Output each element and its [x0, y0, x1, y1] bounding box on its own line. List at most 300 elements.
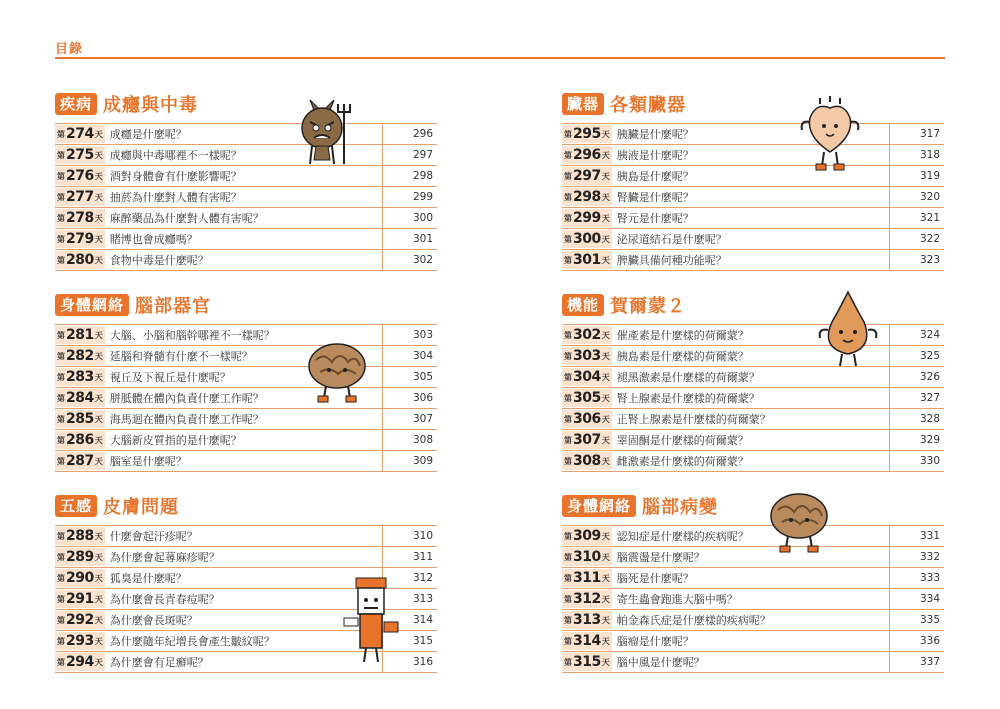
day-prefix: 第 [564, 552, 572, 562]
day-prefix: 第 [564, 351, 572, 361]
page-number: 311 [382, 547, 437, 567]
page-number: 336 [889, 631, 944, 651]
page-number: 312 [382, 568, 437, 588]
day-suffix: 天 [94, 657, 103, 667]
toc-section [562, 92, 944, 271]
section-header [562, 494, 944, 518]
day-label [562, 548, 612, 566]
toc-entry[interactable] [55, 346, 437, 367]
entry-list [562, 525, 944, 673]
day-number: 296 [573, 147, 601, 163]
toc-entry[interactable] [55, 525, 437, 547]
category-badge: 身體網絡 [55, 294, 129, 316]
entry-question: 腦震盪是什麼呢？ [616, 551, 705, 564]
devil-icon [296, 98, 358, 170]
day-label [55, 167, 105, 185]
day-suffix: 天 [94, 129, 103, 139]
page-number: 301 [382, 229, 437, 249]
page-number: 327 [889, 388, 944, 408]
day-number: 304 [573, 369, 601, 385]
entry-question: 為什麼會起蕁麻疹呢？ [109, 551, 220, 564]
day-label [562, 368, 612, 386]
toc-entry[interactable] [55, 229, 437, 250]
day-label [562, 653, 612, 671]
brain-icon [304, 340, 370, 406]
page-number: 314 [382, 610, 437, 630]
day-label [562, 590, 612, 608]
day-prefix: 第 [564, 129, 572, 139]
toc-entry[interactable] [562, 547, 944, 568]
entry-question: 胰臟是什麼呢？ [616, 128, 694, 141]
page-number: 324 [889, 325, 944, 345]
day-number: 281 [66, 327, 94, 343]
entry-question: 認知症是什麼樣的疾病呢？ [616, 530, 749, 543]
toc-entry[interactable] [562, 145, 944, 166]
day-number: 306 [573, 411, 601, 427]
page-number: 309 [382, 451, 437, 471]
entry-question: 催產素是什麼樣的荷爾蒙？ [616, 329, 749, 342]
day-label [562, 188, 612, 206]
toc-entry[interactable] [562, 409, 944, 430]
day-number: 297 [573, 168, 601, 184]
day-number: 309 [573, 528, 601, 544]
day-label [55, 146, 105, 164]
entry-question: 正腎上腺素是什麼樣的荷爾蒙？ [616, 413, 771, 426]
day-prefix: 第 [564, 636, 572, 646]
day-suffix: 天 [94, 171, 103, 181]
drop-icon [814, 288, 880, 372]
toc-entry[interactable] [55, 123, 437, 145]
page-number: 307 [382, 409, 437, 429]
day-label [562, 431, 612, 449]
day-number: 286 [66, 432, 94, 448]
day-label [55, 527, 105, 545]
page-number: 304 [382, 346, 437, 366]
entry-question: 泌尿道結石是什麼呢？ [616, 233, 727, 246]
toc-entry[interactable] [562, 324, 944, 346]
day-suffix: 天 [601, 435, 610, 445]
category-badge: 身體網絡 [562, 495, 636, 517]
day-suffix: 天 [94, 531, 103, 541]
page-number: 319 [889, 166, 944, 186]
day-prefix: 第 [564, 393, 572, 403]
day-number: 314 [573, 633, 601, 649]
day-prefix: 第 [57, 636, 65, 646]
day-prefix: 第 [57, 414, 65, 424]
entry-question: 胰液是什麼呢？ [616, 149, 694, 162]
entry-question: 延腦和脊髓有什麼不一樣呢？ [109, 350, 253, 363]
day-number: 277 [66, 189, 94, 205]
day-prefix: 第 [57, 615, 65, 625]
category-badge: 疾病 [55, 93, 97, 115]
page-number: 303 [382, 325, 437, 345]
category-badge: 機能 [562, 294, 604, 316]
entry-question: 腎元是什麼呢？ [616, 212, 694, 225]
day-label [562, 167, 612, 185]
day-label [55, 590, 105, 608]
toc-entry[interactable] [562, 187, 944, 208]
day-number: 293 [66, 633, 94, 649]
day-label [55, 548, 105, 566]
toc-entry[interactable] [55, 367, 437, 388]
toc-entry[interactable] [562, 430, 944, 451]
day-number: 305 [573, 390, 601, 406]
day-label [55, 653, 105, 671]
entry-list [562, 324, 944, 472]
brain-icon [766, 490, 832, 556]
entry-question: 食物中毒是什麼呢？ [109, 254, 209, 267]
page-number: 300 [382, 208, 437, 228]
day-label [55, 125, 105, 143]
day-prefix: 第 [57, 192, 65, 202]
toc-entry[interactable] [55, 547, 437, 568]
day-number: 295 [573, 126, 601, 142]
entry-question: 帕金森氏症是什麼樣的疾病呢？ [616, 614, 771, 627]
day-number: 287 [66, 453, 94, 469]
entry-question: 胰島是什麼呢？ [616, 170, 694, 183]
day-prefix: 第 [57, 351, 65, 361]
day-suffix: 天 [601, 192, 610, 202]
entry-question: 腦室是什麼呢？ [109, 455, 187, 468]
toc-entry[interactable] [55, 145, 437, 166]
page-number: 323 [889, 250, 944, 270]
toc-entry[interactable] [562, 250, 944, 271]
day-suffix: 天 [601, 636, 610, 646]
page-number: 335 [889, 610, 944, 630]
day-prefix: 第 [564, 255, 572, 265]
day-suffix: 天 [94, 213, 103, 223]
page-number: 305 [382, 367, 437, 387]
day-prefix: 第 [57, 213, 65, 223]
day-label [55, 230, 105, 248]
day-number: 315 [573, 654, 601, 670]
page-number: 306 [382, 388, 437, 408]
page-number: 308 [382, 430, 437, 450]
page-number: 310 [382, 526, 437, 546]
entry-question: 胼胝體在體內負責什麼工作呢？ [109, 392, 264, 405]
day-label [55, 326, 105, 344]
toc-entry[interactable] [55, 430, 437, 451]
day-suffix: 天 [94, 393, 103, 403]
day-prefix: 第 [564, 435, 572, 445]
section-title: 皮膚問題 [103, 497, 180, 518]
entry-list [562, 123, 944, 271]
page-number: 299 [382, 187, 437, 207]
entry-question: 大腦、小腦和腦幹哪裡不一樣呢？ [109, 329, 275, 342]
day-prefix: 第 [564, 414, 572, 424]
page-number: 322 [889, 229, 944, 249]
day-prefix: 第 [57, 657, 65, 667]
toc-entry[interactable] [55, 324, 437, 346]
entry-question: 腎上腺素是什麼樣的荷爾蒙？ [616, 392, 760, 405]
day-prefix: 第 [57, 150, 65, 160]
page-number: 326 [889, 367, 944, 387]
day-label [55, 368, 105, 386]
day-prefix: 第 [564, 234, 572, 244]
page-number: 337 [889, 652, 944, 672]
category-badge: 五感 [55, 495, 97, 517]
day-number: 274 [66, 126, 94, 142]
day-prefix: 第 [564, 657, 572, 667]
day-label [55, 410, 105, 428]
entry-question: 海馬迴在體內負責什麼工作呢？ [109, 413, 264, 426]
day-number: 292 [66, 612, 94, 628]
page-number: 334 [889, 589, 944, 609]
toc-entry[interactable] [55, 409, 437, 430]
day-prefix: 第 [57, 171, 65, 181]
day-suffix: 天 [94, 636, 103, 646]
day-suffix: 天 [94, 594, 103, 604]
page-number: 318 [889, 145, 944, 165]
day-prefix: 第 [57, 393, 65, 403]
day-label [562, 389, 612, 407]
page-number: 302 [382, 250, 437, 270]
day-prefix: 第 [57, 573, 65, 583]
entry-question: 腦死是什麼呢？ [616, 572, 694, 585]
day-prefix: 第 [57, 234, 65, 244]
toc-entry[interactable] [562, 208, 944, 229]
day-label [55, 209, 105, 227]
day-prefix: 第 [57, 552, 65, 562]
day-suffix: 天 [601, 129, 610, 139]
day-suffix: 天 [601, 456, 610, 466]
page-number: 298 [382, 166, 437, 186]
day-number: 276 [66, 168, 94, 184]
toc-entry[interactable] [562, 166, 944, 187]
toc-entry[interactable] [562, 367, 944, 388]
entry-question: 酒對身體會有什麼影響呢？ [109, 170, 242, 183]
section-title: 賀爾蒙２ [610, 296, 687, 317]
day-label [55, 611, 105, 629]
entry-question: 成癮與中毒哪裡不一樣呢？ [109, 149, 242, 162]
day-number: 298 [573, 189, 601, 205]
day-number: 289 [66, 549, 94, 565]
entry-question: 視丘及下視丘是什麼呢？ [109, 371, 231, 384]
day-suffix: 天 [601, 573, 610, 583]
day-label [562, 347, 612, 365]
toc-entry[interactable] [562, 610, 944, 631]
day-label [562, 125, 612, 143]
entry-question: 雌激素是什麼樣的荷爾蒙？ [616, 455, 749, 468]
entry-question: 賭博也會成癮嗎？ [109, 233, 198, 246]
page-number: 331 [889, 526, 944, 546]
day-label [55, 569, 105, 587]
day-suffix: 天 [601, 150, 610, 160]
day-number: 310 [573, 549, 601, 565]
day-label [55, 452, 105, 470]
page-number: 329 [889, 430, 944, 450]
toc-entry[interactable] [562, 652, 944, 673]
day-prefix: 第 [564, 372, 572, 382]
day-suffix: 天 [601, 393, 610, 403]
entry-question: 為什麼隨年紀增長會產生皺紋呢？ [109, 635, 275, 648]
day-number: 283 [66, 369, 94, 385]
page-number: 320 [889, 187, 944, 207]
day-number: 291 [66, 591, 94, 607]
day-suffix: 天 [601, 171, 610, 181]
section-title: 各類臟器 [610, 95, 687, 116]
toc-entry[interactable] [562, 123, 944, 145]
toc-entry[interactable] [55, 187, 437, 208]
header-divider [55, 57, 945, 59]
category-badge: 臟器 [562, 93, 604, 115]
day-suffix: 天 [601, 594, 610, 604]
day-suffix: 天 [94, 372, 103, 382]
day-label [562, 326, 612, 344]
page-number: 317 [889, 124, 944, 144]
entry-question: 狐臭是什麼呢？ [109, 572, 187, 585]
day-suffix: 天 [94, 456, 103, 466]
day-prefix: 第 [57, 531, 65, 541]
toc-entry[interactable] [562, 346, 944, 367]
toc-entry[interactable] [55, 451, 437, 472]
section-header [55, 494, 437, 518]
toc-entry[interactable] [55, 388, 437, 409]
day-prefix: 第 [57, 129, 65, 139]
day-label [562, 527, 612, 545]
entry-question: 什麼會起汗疹呢？ [109, 530, 198, 543]
day-prefix: 第 [57, 594, 65, 604]
toc-section [562, 494, 944, 673]
day-number: 299 [573, 210, 601, 226]
day-number: 279 [66, 231, 94, 247]
day-prefix: 第 [564, 531, 572, 541]
day-suffix: 天 [601, 372, 610, 382]
day-label [55, 251, 105, 269]
page-number: 313 [382, 589, 437, 609]
day-prefix: 第 [57, 372, 65, 382]
day-label [55, 389, 105, 407]
day-suffix: 天 [601, 552, 610, 562]
heart-icon [796, 96, 864, 174]
day-number: 290 [66, 570, 94, 586]
entry-question: 為什麼會有足癬呢？ [109, 656, 209, 669]
day-prefix: 第 [564, 192, 572, 202]
day-label [55, 431, 105, 449]
day-suffix: 天 [601, 615, 610, 625]
toc-column-right [562, 92, 944, 673]
day-number: 311 [573, 570, 601, 586]
entry-question: 胰島素是什麼樣的荷爾蒙？ [616, 350, 749, 363]
day-number: 300 [573, 231, 601, 247]
entry-question: 抽菸為什麼對人體有害呢？ [109, 191, 242, 204]
day-number: 301 [573, 252, 601, 268]
entry-question: 腦中風是什麼呢？ [616, 656, 705, 669]
day-suffix: 天 [94, 351, 103, 361]
day-label [562, 611, 612, 629]
toc-entry[interactable] [562, 631, 944, 652]
entry-question: 睪固酮是什麼樣的荷爾蒙？ [616, 434, 749, 447]
day-prefix: 第 [564, 594, 572, 604]
day-suffix: 天 [601, 657, 610, 667]
day-prefix: 第 [57, 330, 65, 340]
day-number: 308 [573, 453, 601, 469]
toc-entry[interactable] [562, 568, 944, 589]
section-header [562, 293, 944, 317]
day-suffix: 天 [94, 234, 103, 244]
day-number: 285 [66, 411, 94, 427]
day-suffix: 天 [94, 435, 103, 445]
page-number: 316 [382, 652, 437, 672]
entry-question: 麻醉藥品為什麼對人體有害呢？ [109, 212, 264, 225]
day-number: 303 [573, 348, 601, 364]
day-number: 282 [66, 348, 94, 364]
day-suffix: 天 [94, 615, 103, 625]
day-prefix: 第 [564, 573, 572, 583]
entry-question: 為什麼會長斑呢？ [109, 614, 198, 627]
toc-entry[interactable] [562, 589, 944, 610]
toc-entry[interactable] [55, 166, 437, 187]
day-number: 307 [573, 432, 601, 448]
entry-list [55, 123, 437, 271]
page-number: 297 [382, 145, 437, 165]
day-label [562, 410, 612, 428]
day-number: 294 [66, 654, 94, 670]
day-suffix: 天 [601, 531, 610, 541]
entry-question: 腎臟是什麼呢？ [616, 191, 694, 204]
day-label [562, 146, 612, 164]
day-suffix: 天 [601, 330, 610, 340]
day-suffix: 天 [601, 414, 610, 424]
page-number: 332 [889, 547, 944, 567]
day-suffix: 天 [601, 234, 610, 244]
day-number: 288 [66, 528, 94, 544]
section-title: 成癮與中毒 [103, 95, 199, 116]
day-suffix: 天 [601, 213, 610, 223]
day-prefix: 第 [57, 435, 65, 445]
day-label [562, 452, 612, 470]
day-prefix: 第 [564, 171, 572, 181]
day-number: 313 [573, 612, 601, 628]
day-number: 275 [66, 147, 94, 163]
toc-section [55, 293, 437, 472]
toc-entry[interactable] [562, 388, 944, 409]
toc-entry[interactable] [55, 208, 437, 229]
entry-question: 腦瘤是什麼呢？ [616, 635, 694, 648]
toc-section [562, 293, 944, 472]
toc-section [55, 92, 437, 271]
day-suffix: 天 [94, 552, 103, 562]
day-number: 312 [573, 591, 601, 607]
day-label [562, 230, 612, 248]
page-number: 330 [889, 451, 944, 471]
day-label [562, 209, 612, 227]
day-suffix: 天 [94, 255, 103, 265]
day-number: 284 [66, 390, 94, 406]
toc-entry[interactable] [55, 250, 437, 271]
day-prefix: 第 [57, 255, 65, 265]
entry-question: 褪黑激素是什麼樣的荷爾蒙？ [616, 371, 760, 384]
entry-list [55, 324, 437, 472]
day-suffix: 天 [94, 150, 103, 160]
bully-icon [340, 574, 404, 666]
entry-question: 為什麼會長青春痘呢？ [109, 593, 220, 606]
day-label [55, 632, 105, 650]
day-prefix: 第 [564, 456, 572, 466]
day-label [562, 632, 612, 650]
entry-question: 成癮是什麼呢？ [109, 128, 187, 141]
day-number: 302 [573, 327, 601, 343]
day-suffix: 天 [94, 330, 103, 340]
day-suffix: 天 [601, 351, 610, 361]
day-label [562, 251, 612, 269]
toc-entry[interactable] [562, 525, 944, 547]
toc-entry[interactable] [562, 451, 944, 472]
toc-entry[interactable] [562, 229, 944, 250]
day-prefix: 第 [564, 615, 572, 625]
page-number: 321 [889, 208, 944, 228]
day-label [55, 188, 105, 206]
